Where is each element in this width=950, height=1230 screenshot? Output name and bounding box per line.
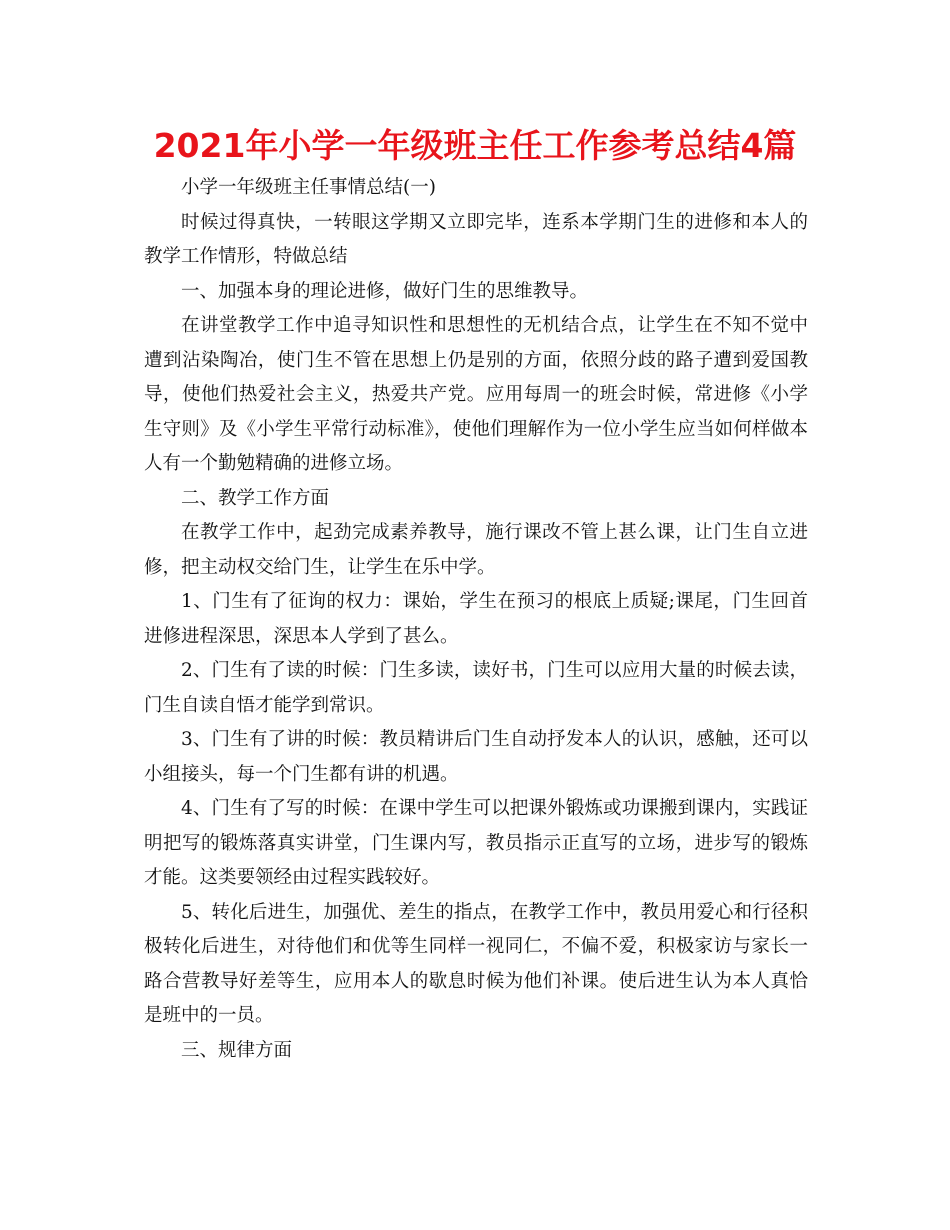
list-item: 4、门生有了写的时候：在课中学生可以把课外锻炼或功课搬到课内，实践证明把写的锻炼落真实讲堂，门生课内写，教员指示正直写的立场，进步写的锻炼才能。这类要领经由过程实践较好。	[144, 798, 808, 888]
paragraph-subtitle: 小学一年级班主任事情总结(一)	[181, 177, 436, 198]
section-heading-2: 二、教学工作方面	[181, 487, 330, 509]
list-item: 2、门生有了读的时候：门生多读，读好书，门生可以应用大量的时候去读，门生自读自悟才能学到常识。	[144, 660, 808, 716]
list-item: 1、门生有了征询的权力：课始，学生在预习的根底上质疑;课尾，门生回首进修进程深思，深思本人学到了甚么。	[144, 591, 808, 647]
document-title: 2021年小学一年级班主任工作参考总结4篇	[153, 126, 797, 165]
list-item: 3、门生有了讲的时候：教员精讲后门生自动抒发本人的认识，感触，还可以小组接头，每一个门生都有讲的机遇。	[144, 729, 808, 785]
paragraph: 时候过得真快，一转眼这学期又立即完毕，连系本学期门生的进修和本人的教学工作情形，特做总结	[144, 211, 808, 267]
section-heading-1: 一、加强本身的理论进修，做好门生的思维教导。	[181, 280, 589, 302]
paragraph: 在讲堂教学工作中追寻知识性和思想性的无机结合点，让学生在不知不觉中遭到沾染陶冶，使门生不管在思想上仍是别的方面，依照分歧的路子遭到爱国教导，使他们热爱社会主义，热爱共产党。应用每周一的班会时候，常进修《小学生守则》及《小学生平常行动标准》，使他们理解作为一位小学生应当如何样做本人有一个勤勉精确的进修立场。	[144, 315, 808, 474]
list-item: 5、转化后进生，加强优、差生的指点，在教学工作中，教员用爱心和行径积极转化后进生，对待他们和优等生同样一视同仁，不偏不爱，积极家访与家长一路合营教导好差等生，应用本人的歇息时候为他们补课。使后进生认为本人真恰是班中的一员。	[144, 901, 808, 1026]
document-body	[144, 171, 808, 1068]
paragraph: 在教学工作中，起劲完成素养教导，施行课改不管上甚么课，让门生自立进修，把主动权交给门生，让学生在乐中学。	[144, 522, 808, 578]
section-heading-3: 三、规律方面	[181, 1039, 293, 1061]
